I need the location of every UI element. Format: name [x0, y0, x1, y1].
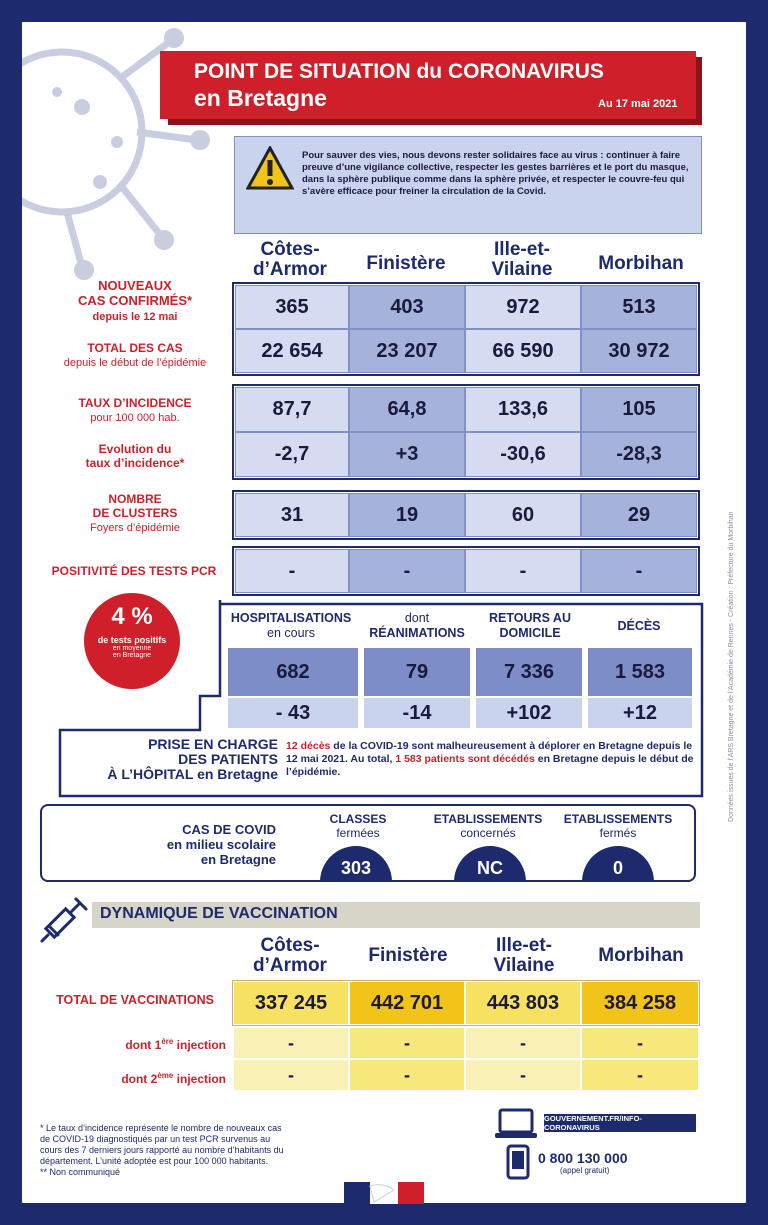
label-first-injection: dont 1ère injection	[125, 1037, 226, 1052]
positivity-line3: en Bretagne	[112, 652, 152, 659]
school-label-etab-concernes: ETABLISSEMENTS concernés	[433, 812, 543, 840]
col-header-finistere: Finistère	[366, 253, 446, 274]
col-header-morbihan: Morbihan	[598, 253, 684, 274]
vac-second-ille: -	[466, 1060, 580, 1090]
syringe-icon	[40, 895, 92, 947]
cell-evol-cotes: -2,7	[235, 432, 349, 477]
cell-evol-morbihan: -28,3	[581, 432, 697, 477]
hosp-value-reanimations: 79	[364, 648, 470, 696]
hosp-header-hospitalisations: HOSPITALISATIONS en cours	[230, 611, 352, 640]
school-label-etab-fermes: ETABLISSEMENTS fermés	[563, 812, 673, 840]
vaccination-title: DYNAMIQUE DE VACCINATION	[100, 905, 338, 922]
cell-taux-ille: 133,6	[465, 387, 581, 432]
report-date: Au 17 mai 2021	[598, 98, 678, 110]
vac-col-morbihan: Morbihan	[598, 945, 684, 966]
cell-taux-finistere: 64,8	[349, 387, 465, 432]
page-title: POINT DE SITUATION du CORONAVIRUS	[194, 60, 604, 83]
vac-col-finistere: Finistère	[368, 945, 448, 966]
cell-nouveaux-ille: 972	[465, 285, 581, 329]
website-link[interactable]: GOUVERNEMENT.FR/INFO-CORONAVIRUS	[544, 1114, 696, 1132]
label-second-injection: dont 2ème injection	[121, 1071, 226, 1086]
cell-total-cotes: 22 654	[235, 329, 349, 373]
footnote	[40, 1123, 290, 1178]
hosp-change-reanimations: -14	[364, 698, 470, 728]
positivity-line1: de tests positifs	[97, 635, 167, 645]
vac-col-ille-vilaine: Ille-et- Vilaine	[493, 935, 555, 976]
hosp-header-retours: RETOURS AU DOMICILE	[489, 611, 571, 640]
footnote-nc: ** Non communiqué	[40, 1167, 121, 1177]
cell-pcr-cotes: -	[235, 549, 349, 593]
cell-total-ille: 66 590	[465, 329, 581, 373]
col-header-ille-vilaine: Ille-et- Vilaine	[491, 239, 553, 280]
hosp-change-deces: +12	[588, 698, 692, 728]
vac-first-morbihan: -	[582, 1028, 698, 1058]
phone-number: 0 800 130 000	[538, 1150, 628, 1166]
cell-clusters-finistere: 19	[349, 493, 465, 537]
vac-second-cotes: -	[234, 1060, 348, 1090]
hosp-value-deces: 1 583	[588, 648, 692, 696]
warning-triangle-icon	[246, 146, 294, 190]
vac-first-finistere: -	[350, 1028, 464, 1058]
hosp-change-hospitalisations: - 43	[228, 698, 358, 728]
cell-clusters-ille: 60	[465, 493, 581, 537]
phone-icon	[506, 1144, 530, 1180]
hosp-header-reanimations: dont RÉANIMATIONS	[369, 611, 465, 640]
cell-total-finistere: 23 207	[349, 329, 465, 373]
label-pcr: POSITIVITÉ DES TESTS PCR	[51, 564, 217, 578]
label-taux-incidence: TAUX D’INCIDENCE pour 100 000 hab.	[78, 396, 192, 424]
phone-note: (appel gratuit)	[560, 1166, 610, 1175]
cell-nouveaux-finistere: 403	[349, 285, 465, 329]
hospital-title: PRISE EN CHARGE DES PATIENTS À L’HÔPITAL en Bretagne	[107, 736, 278, 782]
cell-pcr-ille: -	[465, 549, 581, 593]
marianne-logo-icon	[344, 1180, 424, 1204]
cell-pcr-finistere: -	[349, 549, 465, 593]
cell-evol-finistere: +3	[349, 432, 465, 477]
hosp-change-retours: +102	[476, 698, 582, 728]
vac-total-morbihan: 384 258	[582, 982, 698, 1024]
col-header-cotes-armor: Côtes- d’Armor	[253, 239, 327, 280]
label-nouveaux-cas: NOUVEAUX CAS CONFIRMÉS* depuis le 12 mai	[77, 278, 193, 323]
hosp-value-hospitalisations: 682	[228, 648, 358, 696]
label-total-vaccinations: TOTAL DE VACCINATIONS	[56, 993, 214, 1007]
positivity-value: 4 %	[111, 603, 153, 630]
school-title: CAS DE COVID en milieu scolaire en Bretagne	[166, 822, 276, 867]
credit-text: Données issues de l’ARS Bretagne et de l’Académie de Rennes - Création : Préfecture du Morbihan	[728, 511, 735, 822]
school-label-classes: CLASSES fermées	[329, 812, 387, 840]
cell-total-morbihan: 30 972	[581, 329, 697, 373]
cell-nouveaux-morbihan: 513	[581, 285, 697, 329]
vac-total-ille: 443 803	[466, 982, 580, 1024]
cell-nouveaux-cotes: 365	[235, 285, 349, 329]
vac-col-cotes-armor: Côtes- d’Armor	[253, 935, 327, 976]
vac-second-morbihan: -	[582, 1060, 698, 1090]
school-value-etab-fermes: 0	[582, 846, 654, 882]
cell-clusters-morbihan: 29	[581, 493, 697, 537]
vac-second-finistere: -	[350, 1060, 464, 1090]
cell-evol-ille: -30,6	[465, 432, 581, 477]
label-evolution-taux: Evolution du taux d’incidence*	[85, 442, 185, 470]
school-value-etab-concernes: NC	[454, 846, 526, 882]
cell-taux-morbihan: 105	[581, 387, 697, 432]
cell-taux-cotes: 87,7	[235, 387, 349, 432]
cell-pcr-morbihan: -	[581, 549, 697, 593]
footnote-incidence: * Le taux d’incidence représente le nombre de nouveaux cas de COVID-19 diagnostiqués par un test PCR survenus au cours des 7 derniers jours rapporté au nombre d’habitants du département. L’unité adoptée est pour 100 000 habitants.	[40, 1123, 284, 1166]
hosp-header-deces: DÉCÈS	[617, 619, 661, 633]
cell-clusters-cotes: 31	[235, 493, 349, 537]
label-total-cas: TOTAL DES CAS depuis le début de l’épidémie	[63, 341, 207, 369]
vac-total-cotes: 337 245	[234, 982, 348, 1024]
positivity-line2: en moyenne	[112, 645, 152, 652]
laptop-icon	[494, 1108, 538, 1140]
vac-first-cotes: -	[234, 1028, 348, 1058]
page-subtitle: en Bretagne	[194, 85, 327, 111]
vac-total-finistere: 442 701	[350, 982, 464, 1024]
hosp-value-retours: 7 336	[476, 648, 582, 696]
vac-first-ille: -	[466, 1028, 580, 1058]
warning-text: Pour sauver des vies, nous devons rester solidaires face au virus : continuer à faire preuve d’une vigilance collective, respecter les gestes barrières et le port du masque, dans la sphère publique comme dans la sphère privée, et respecter le couvre-feu qui s’avère efficace pour freiner la circulation de la Covid.	[302, 150, 689, 197]
label-clusters: NOMBRE DE CLUSTERS Foyers d’épidémie	[90, 492, 180, 534]
hospital-note: 12 décès de la COVID-19 sont malheureusement à déplorer en Bretagne depuis le 12 mai 2021. Au total, 1 583 patients sont décédés en Bretagne depuis le début de l’épidémie.	[286, 740, 694, 778]
school-value-classes: 303	[320, 846, 392, 882]
